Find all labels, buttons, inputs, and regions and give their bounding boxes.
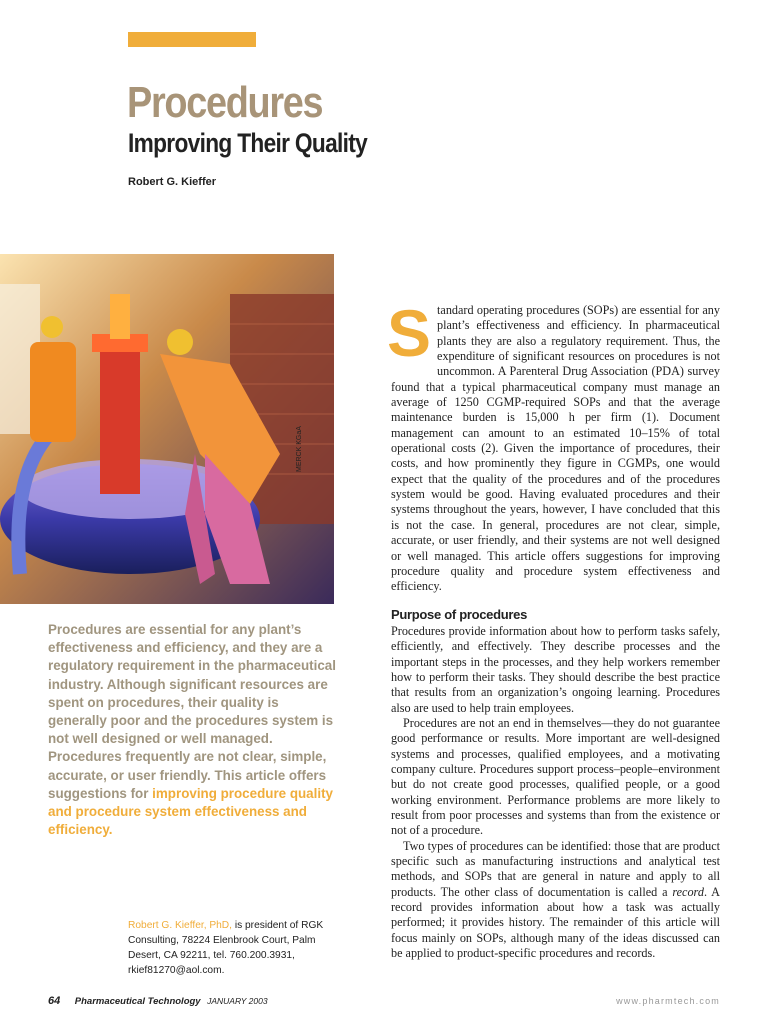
pull-quote — [48, 621, 338, 839]
author-byline: Robert G. Kieffer — [128, 176, 217, 188]
intro-paragraph — [387, 296, 720, 595]
page-subtitle: Improving Their Quality — [128, 128, 368, 158]
paragraph-2: Procedures are not an end in themselves—they do not guarantee good performance or results. More important are well-designed systems and processes, qualified employees, and a motivating company culture. Procedures support process–people–environment but do not create good processes, qualified people, or a good working environment. Performance problems are more likely to result from poor processes and systems than from the existence or not of a procedure. — [391, 715, 720, 838]
bio-name: Robert G. Kieffer, PhD, — [128, 920, 232, 931]
paragraph-3-emphasis: record — [672, 884, 704, 899]
photo-credit: MERCK KGaA — [296, 426, 303, 472]
author-bio — [128, 918, 333, 978]
paragraph-3 — [391, 839, 720, 962]
page-number: 64 — [48, 995, 61, 1007]
footer-left — [48, 995, 268, 1007]
paragraph-3-after: . A record provides information about how a task was actually performed; it provides history. The remainder of this article will focus mainly on SOPs, although many of the ideas discussed can be applied to product-specific procedures and records. — [391, 884, 720, 961]
publication-name: Pharmaceutical Technology — [74, 996, 201, 1007]
paragraph-3-before: Two types of procedures can be identified: those that are product specific such as manufacturing instructions and analytical test methods, and SOPs that are general in nature and apply to all products. The other class of documentation is called a — [391, 838, 720, 899]
page-title: Procedures — [127, 78, 323, 127]
article-body — [387, 296, 720, 961]
accent-bar — [128, 32, 256, 47]
paragraph-1: Procedures provide information about how to perform tasks safely, efficiently, and effectively. They describe processes and the important steps in the processes, and they help workers remember how to perform their tasks. They should describe the best practice that results from an organization’s ongoing learning. Procedures also are used to help train employees. — [391, 623, 720, 715]
drop-cap: S — [387, 296, 432, 370]
photo-illustration — [0, 254, 334, 604]
pull-quote-highlight: improving procedure quality and procedure system effectiveness and efficiency. — [48, 785, 333, 838]
plant-workers-photo — [0, 254, 334, 604]
bio-text: is president of RGK Consulting, 78224 Elenbrook Court, Palm Desert, CA 92211, tel. 760.200.3931, rkief81270@aol.com. — [128, 920, 324, 976]
issue-date: JANUARY 2003 — [207, 996, 268, 1006]
pull-quote-text: Procedures are essential for any plant’s effectiveness and efficiency, and they are a regulatory requirement in the pharmaceutical industry. Although significant resources are spent on procedures, their quality is generally poor and the procedures system is not well designed or well managed. Procedures frequently are not clear, simple, accurate, or user friendly. This article offers suggestions for — [48, 622, 336, 801]
intro-text: tandard operating procedures (SOPs) are essential for any plant’s effectiveness and efficiency. In pharmaceutical plants they are also a regulatory requirement. Thus, the expenditure of significant resources on procedures is not uncommon. A Parenteral Drug Association (PDA) survey found that a typical pharmaceutical company must manage an average of 1250 CGMP-required SOPs and that the average maintenance burden is 15,000 h per firm (1). Document management can amount to an estimated 10–15% of total operational costs (2). Given the importance of procedures, their costs, and how prominently they figure in CGMPs, one would expect that the quality of the procedures and of the procedures system would be good. Having evaluated procedures and their systems throughout the years, however, I have concluded that this is not the case. In general, procedures are not clear, simple, accurate, or user friendly, and their systems are not well designed or well managed. This article offers suggestions for improving procedure quality and procedure system effectiveness and efficiency. — [391, 303, 720, 594]
section-heading: Purpose of procedures — [391, 606, 528, 622]
website-url[interactable]: www.pharmtech.com — [616, 996, 720, 1006]
